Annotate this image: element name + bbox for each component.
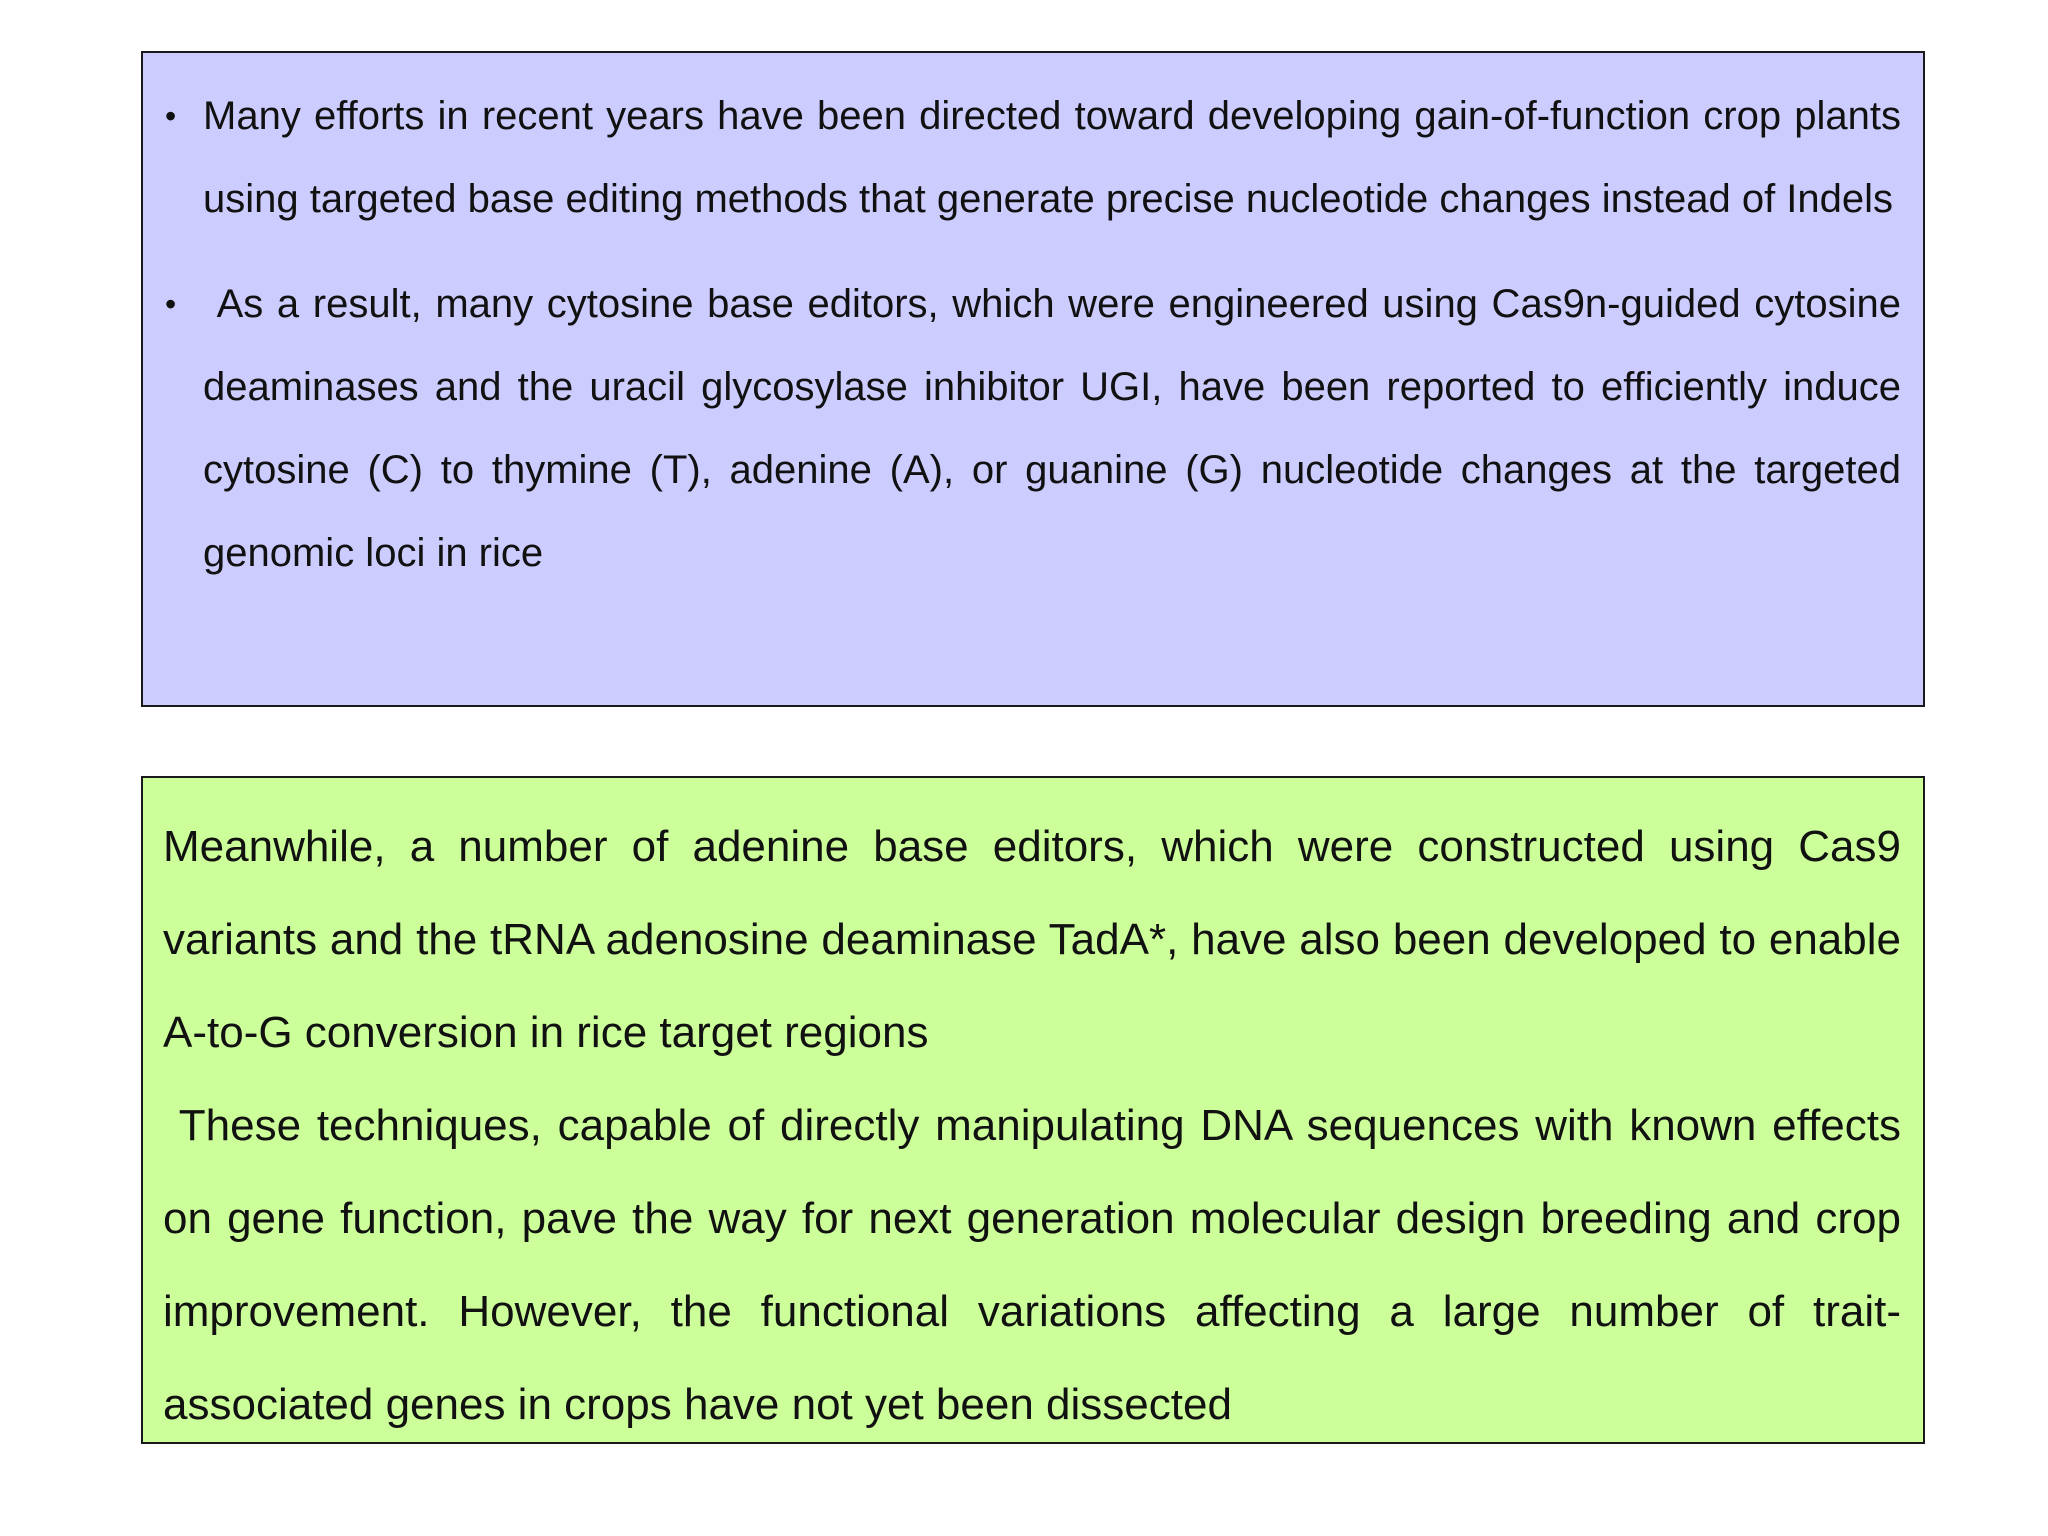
paragraph: Meanwhile, a number of adenine base editors, which were constructed using Cas9 variants and the tRNA adenosine deaminase TadA*, have also been developed to enable A-to-G conversion in rice target regions [163,822,1901,1057]
bullet-text-box [141,51,1925,707]
paragraph-text-box [141,776,1925,1444]
bullet-dot-icon: • [165,286,177,322]
bullet-dot-icon: • [165,98,177,134]
bullet-item [165,263,1913,595]
bullet-item [165,75,1901,241]
bullet-text: Many efforts in recent years have been directed toward developing gain-of-function crop plants using targeted base editing methods that generate precise nucleotide changes instead of Indels [203,94,1901,221]
bullet-text: As a result, many cytosine base editors, which were engineered using Cas9n-guided cytosine deaminases and the uracil glycosylase inhibitor UGI, have been reported to efficiently induce cytosine (C) to thymine (T), adenine (A), or guanine (G) nucleotide changes at the targeted genomic loci in rice [203,282,1913,575]
paragraph: These techniques, capable of directly manipulating DNA sequences with known effects on gene function, pave the way for next generation molecular design breeding and crop improvement. However, the functional variations affecting a large number of trait-associated genes in crops have not yet been dissected [163,1101,1914,1429]
